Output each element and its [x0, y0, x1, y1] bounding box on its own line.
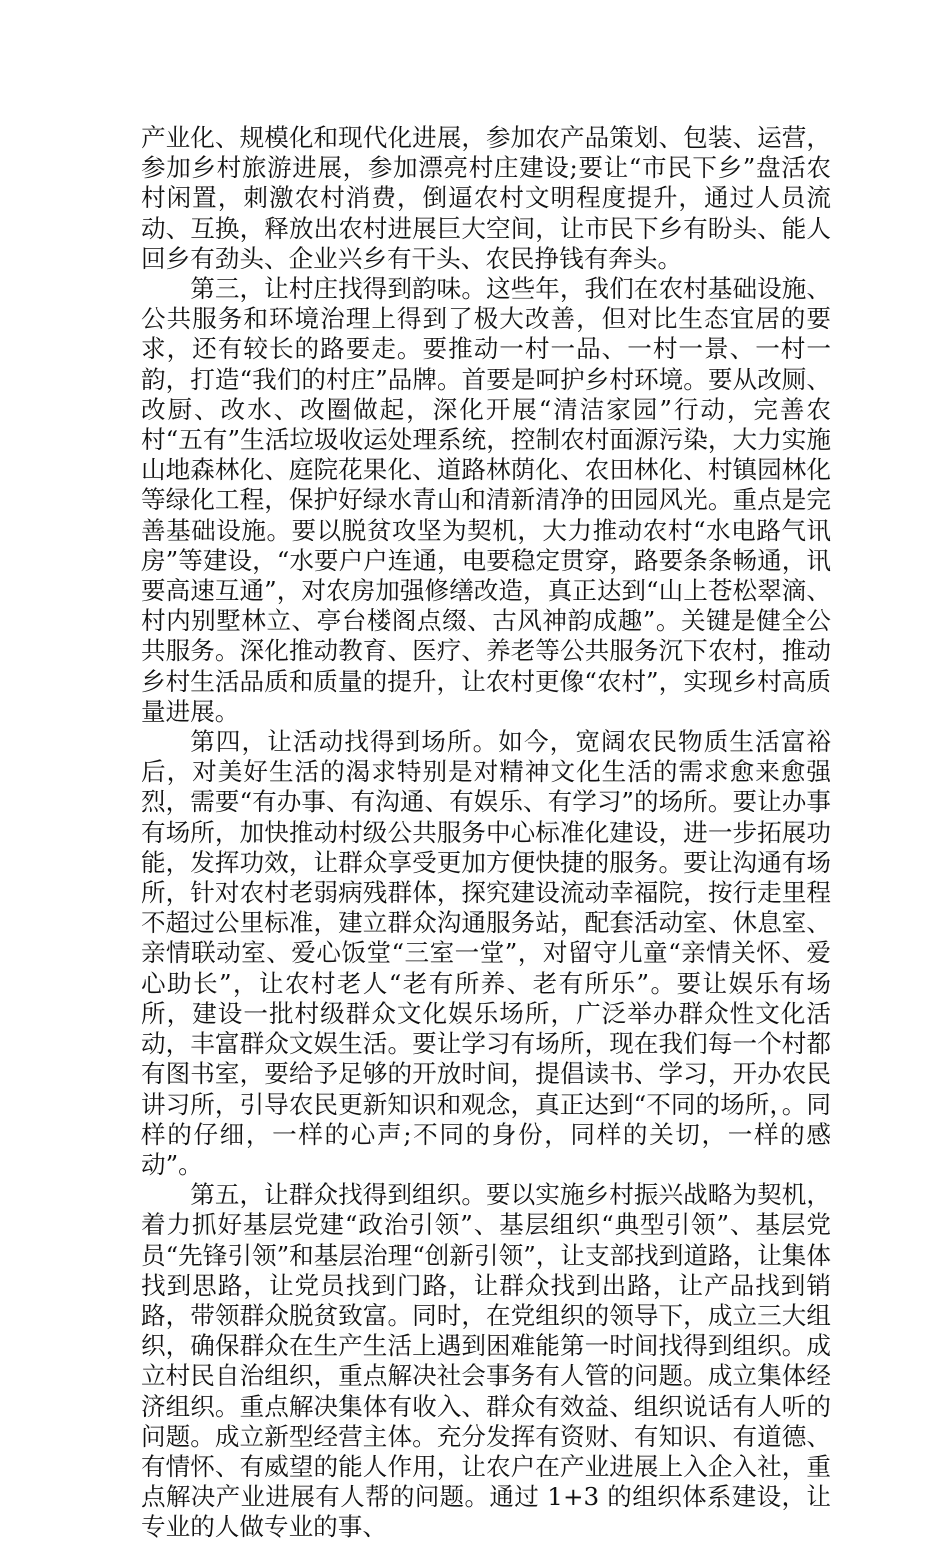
paragraph-fifth-point: 第五，让群众找得到组织。要以实施乡村振兴战略为契机，着力抓好基层党建“政治引领”、基层组织“典型引领”、基层党员“先锋引领”和基层治理“创新引领”，让支部找到道路，让集体找到思路，让党员找到门路，让群众找到出路，让产品找到销路，带领群众脱贫致富。同时，在党组织的领导下，成立三大组织，确保群众在生产生活上遇到困难能第一时间找得到组织。成立村民自治组织，重点解决社会事务有人管的问题。成立集体经济组织。重点解决集体有收入、群众有效益、组织说话有人听的问题。成立新型经营主体。充分发挥有资财、有知识、有道德、有情怀、有威望的能人作用，让农户在产业进展上入企入社，重点解决产业进展有人帮的问题。通过 1+3 的组织体系建设，让专业的人做专业的事、	[141, 1180, 831, 1542]
paragraph-third-point: 第三，让村庄找得到韵味。这些年，我们在农村基础设施、公共服务和环境治理上得到了极大改善，但对比生态宜居的要求，还有较长的路要走。要推动一村一品、一村一景、一村一韵，打造“我们的村庄”品牌。首要是呵护乡村环境。要从改厕、改厨、改水、改圈做起，深化开展“清洁家园”行动，完善农村“五有”生活垃圾收运处理系统，控制农村面源污染，大力实施山地森林化、庭院花果化、道路林荫化、农田林化、村镇园林化等绿化工程，保护好绿水青山和清新清净的田园风光。重点是完善基础设施。要以脱贫攻坚为契机，大力推动农村“水电路气讯房”等建设，“水要户户连通，电要稳定贯穿，路要条条畅通，讯要高速互通”，对农房加强修缮改造，真正达到“山上苍松翠滴、村内别墅林立、亭台楼阁点缀、古风神韵成趣”。关键是健全公共服务。深化推动教育、医疗、养老等公共服务沉下农村，推动乡村生活品质和质量的提升，让农村更像“农村”，实现乡村高质量进展。	[141, 274, 831, 726]
document-body	[141, 123, 831, 1543]
paragraph-fourth-point: 第四，让活动找得到场所。如今，宽阔农民物质生活富裕后，对美好生活的渴求特别是对精神文化生活的需求愈来愈强烈，需要“有办事、有沟通、有娱乐、有学习”的场所。要让办事有场所，加快推动村级公共服务中心标准化建设，进一步拓展功能，发挥功效，让群众享受更加方便快捷的服务。要让沟通有场所，针对农村老弱病残群体，探究建设流动幸福院，按行走里程不超过公里标准，建立群众沟通服务站，配套活动室、休息室、亲情联动室、爱心饭堂“三室一堂”，对留守儿童“亲情关怀、爱心助长”，让农村老人“老有所养、老有所乐”。要让娱乐有场所，建设一批村级群众文化娱乐场所，广泛举办群众性文化活动，丰富群众文娱生活。要让学习有场所，现在我们每一个村都有图书室，要给予足够的开放时间，提倡读书、学习，开办农民讲习所，引导农民更新知识和观念，真正达到“不同的场所，。同样的仔细，一样的心声;不同的身份，同样的关切，一样的感动”。	[141, 727, 831, 1179]
paragraph-continuation: 产业化、规模化和现代化进展，参加农产品策划、包装、运营，参加乡村旅游进展，参加漂亮村庄建设;要让“市民下乡”盘活农村闲置，刺激农村消费，倒逼农村文明程度提升，通过人员流动、互换，释放出农村进展巨大空间，让市民下乡有盼头、能人回乡有劲头、企业兴乡有干头、农民挣钱有奔头。	[141, 123, 831, 273]
